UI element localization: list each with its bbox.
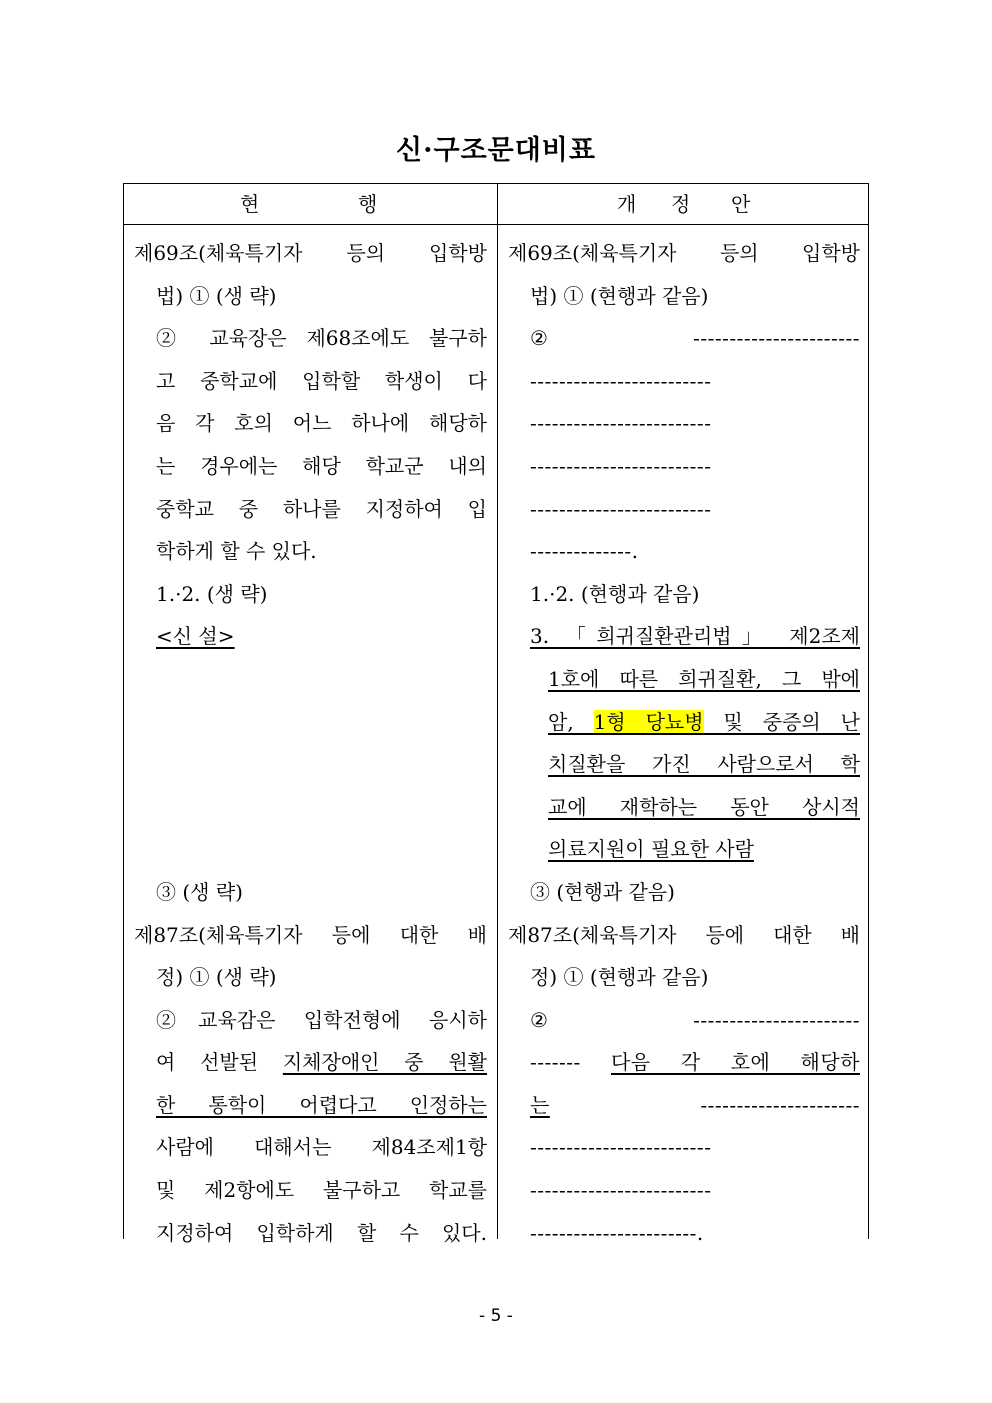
amended-text: 지체장애인 중 원활 [282,1050,487,1075]
blank-line [134,786,487,829]
text-line: 법) ① (생 략) [156,283,277,308]
text-line: ③ (현행과 같음) [530,879,675,904]
highlighted-text: 1형 당뇨병 [593,709,704,734]
text-line: ------------------------- [530,453,712,478]
text-span: 및 중증의 난 [703,709,860,734]
text-line [508,658,860,701]
text-line [508,828,860,871]
new-provision-marker: <신 설> [156,624,235,649]
amended-text: 1호에 따른 희귀질환, 그 밖에 [548,666,860,691]
text-line: --------------. [530,539,639,564]
page-title: 신·구조문대비표 [396,135,596,166]
header-proposed-char: 안 [731,192,751,216]
text-line: 학하게 할 수 있다. [156,539,317,564]
text-line: 제87조(체육특기자 등에 대한 배 [134,922,487,947]
text-line: 사람에 대해서는 제84조제1항 [156,1135,487,1160]
amended-text: 교에 재학하는 동안 상시적 [548,794,860,819]
text-line: ②교육감은 입학전형에 응시하 [156,1007,487,1032]
amended-text: 는 [530,1092,550,1117]
text-line: 1.·2. (생 략) [156,581,268,606]
proposed-column [508,232,860,1254]
text-line: -----------------------. [530,1220,704,1245]
text-line [508,743,860,786]
current-column [134,232,487,1254]
header-current-char: 행 [358,192,378,216]
text-line: ------------------------- [530,411,712,436]
text-line: 제87조(체육특기자 등에 대한 배 [508,922,860,947]
text-line: ------------------------- [530,1135,712,1160]
text-line: 고 중학교에 입학할 학생이 다 [156,368,487,393]
text-line [508,701,860,744]
text-line: 지정하여 입학하게 할 수 있다. [156,1220,487,1245]
text-line: ② 교육장은 제68조에도 불구하 [156,326,487,351]
page-number: - 5 - [479,1306,513,1326]
blank-line [134,658,487,701]
text-line: 및 제2항에도 불구하고 학교를 [156,1178,487,1203]
blank-line [134,701,487,744]
column-divider [497,184,498,1239]
text-span: ---------------------- [549,1092,860,1117]
text-line: 음 각 호의 어느 하나에 해당하 [156,411,487,436]
text-line [134,615,487,658]
text-line [508,1041,860,1084]
text-line: ------------------------- [530,368,712,393]
text-line: ------------------------- [530,496,712,521]
text-line [134,1041,487,1084]
header-divider [124,224,868,225]
text-line [508,786,860,829]
text-line [508,1084,860,1127]
text-line: 제69조(체육특기자 등의 입학방 [508,241,860,265]
text-line: ②----------------------- [530,1007,860,1032]
text-line: 중학교 중 하나를 지정하여 입 [156,496,487,521]
amended-text: 다음 각 호에 해당하 [610,1050,860,1075]
text-span: ------- [530,1050,611,1075]
text-line: ------------------------- [530,1178,712,1203]
amended-text [548,710,860,734]
text-line: 정) ① (현행과 같음) [530,965,709,990]
comparison-table [123,183,869,1245]
amended-text: 3. 「희귀질환관리법」 제2조제 [530,624,860,649]
text-line: ③ (생 략) [156,879,243,904]
text-line: 제69조(체육특기자 등의 입학방 [134,241,487,265]
amended-text: 치질환을 가진 사람으로서 학 [548,752,860,777]
header-current [124,184,497,224]
header-proposed-char: 정 [671,192,691,216]
text-line: 정) ① (생 략) [156,965,277,990]
header-current-char: 현 [240,192,260,216]
text-line: 는 경우에는 해당 학교군 내의 [156,453,487,478]
text-span: 암, [548,709,594,734]
amended-text: 의료지원이 필요한 사람 [548,837,754,862]
text-line: 법) ① (현행과 같음) [530,283,709,308]
text-line: 1.·2. (현행과 같음) [530,581,700,606]
text-span: 여 선발된 [156,1050,283,1075]
text-line: ② ----------------------- [530,326,860,351]
header-proposed-char: 개 [617,192,637,216]
blank-line [134,743,487,786]
text-line [508,615,860,658]
amended-text: 한 통학이 어렵다고 인정하는 [156,1092,487,1117]
blank-line [134,828,487,871]
text-line [134,1084,487,1127]
header-proposed [498,184,870,224]
